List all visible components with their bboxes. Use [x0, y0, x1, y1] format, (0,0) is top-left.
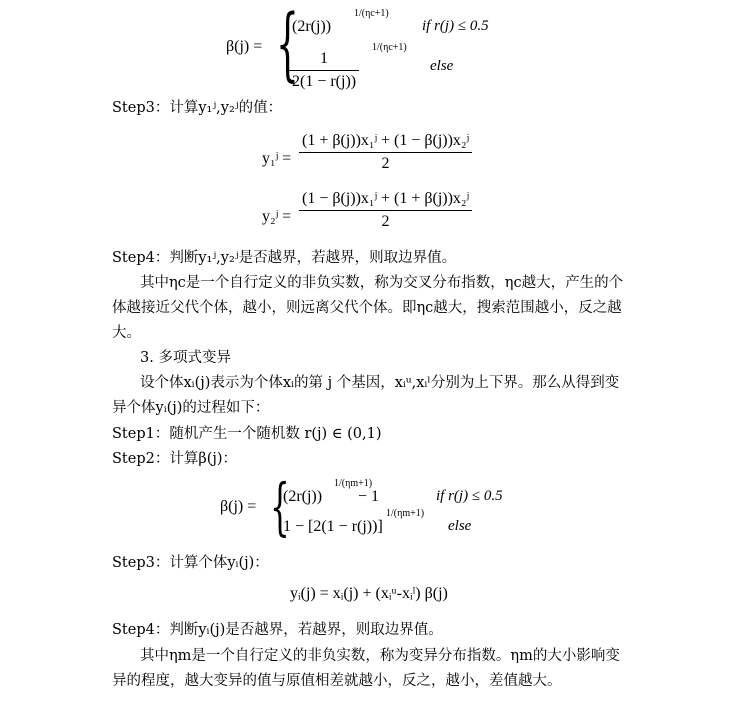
- step3-compute-yi: Step3：计算个体yᵢ(j)：: [112, 555, 269, 571]
- beta2-case1-condition: if r(j) ≤ 0.5: [436, 488, 503, 504]
- step4-boundary-check-2: Step4：判断yᵢ(j)是否越界，若越界，则取边界值。: [112, 622, 443, 638]
- section-heading: 3. 多项式变异: [140, 350, 231, 366]
- y1-lhs: y₁ʲ =: [262, 150, 292, 167]
- left-brace: {: [276, 0, 299, 90]
- step2-compute-beta: Step2：计算β(j)：: [112, 451, 238, 467]
- case1-condition: if r(j) ≤ 0.5: [422, 18, 489, 34]
- y2-lhs: y₂ʲ =: [262, 208, 292, 225]
- left-brace-2: {: [270, 470, 290, 543]
- case2-condition: else: [430, 58, 454, 74]
- y1-numerator: (1 + β(j))x₁ʲ + (1 − β(j))x₂ʲ: [299, 130, 472, 153]
- beta2-case2-exponent: 1/(ηm+1): [386, 508, 425, 519]
- y2-denominator: 2: [381, 213, 390, 230]
- beta2-case1-tail: − 1: [358, 488, 380, 505]
- y2-numerator: (1 − β(j))x₁ʲ + (1 + β(j))x₂ʲ: [299, 188, 472, 211]
- beta2-case2: 1 − [2(1 − r(j))]: [283, 518, 383, 535]
- y1-fraction: [296, 130, 475, 175]
- y2-fraction: [296, 188, 475, 233]
- y1-denominator: 2: [381, 155, 390, 172]
- beta2-case1: (2r(j)): [283, 488, 323, 505]
- step3-compute-y: Step3：计算y₁ʲ,y₂ʲ的值：: [112, 100, 283, 116]
- beta2-case2-condition: else: [448, 518, 472, 534]
- step4-boundary-check: Step4：判断y₁ʲ,y₂ʲ是否越界，若越界，则取边界值。: [112, 250, 457, 266]
- para1-line2: 体越接近父代个体，越小，则远离父代个体。即ηc越大，搜索范围越小，反之越: [112, 300, 622, 316]
- case2-exponent: 1/(ηc+1): [372, 42, 407, 53]
- para2-line2: 异个体yᵢ(j)的过程如下：: [112, 400, 270, 416]
- beta2-lhs: β(j) =: [220, 498, 257, 515]
- case1-exponent: 1/(ηc+1): [354, 8, 389, 19]
- case2-denominator: 2(1 − r(j)): [292, 73, 357, 90]
- case1-base: (2r(j)): [292, 18, 332, 35]
- case2-numerator: 1: [289, 48, 359, 71]
- equation-yi: yᵢ(j) = xᵢ(j) + (xᵢᵘ-xᵢˡ) β(j): [290, 585, 448, 602]
- case2-fraction: [286, 48, 362, 93]
- step1-random: Step1：随机产生一个随机数 r(j) ∈ (0,1): [112, 426, 382, 442]
- para3-line1: 其中ηm是一个自行定义的非负实数，称为变异分布指数。ηm的大小影响变: [140, 648, 620, 664]
- para1-line1: 其中ηc是一个自行定义的非负实数，称为交叉分布指数，ηc越大，产生的个: [140, 275, 624, 291]
- para3-line2: 异的程度，越大变异的值与原值相差就越小，反之，越小，差值越大。: [112, 673, 562, 689]
- beta2-case1-exponent: 1/(ηm+1): [334, 478, 373, 489]
- para1-line3: 大。: [112, 325, 141, 341]
- para2-line1: 设个体xᵢ(j)表示为个体xᵢ的第 j 个基因，xᵢᵘ,xᵢˡ分别为上下界。那么从得到变: [140, 375, 620, 391]
- beta-lhs: β(j) =: [226, 38, 263, 55]
